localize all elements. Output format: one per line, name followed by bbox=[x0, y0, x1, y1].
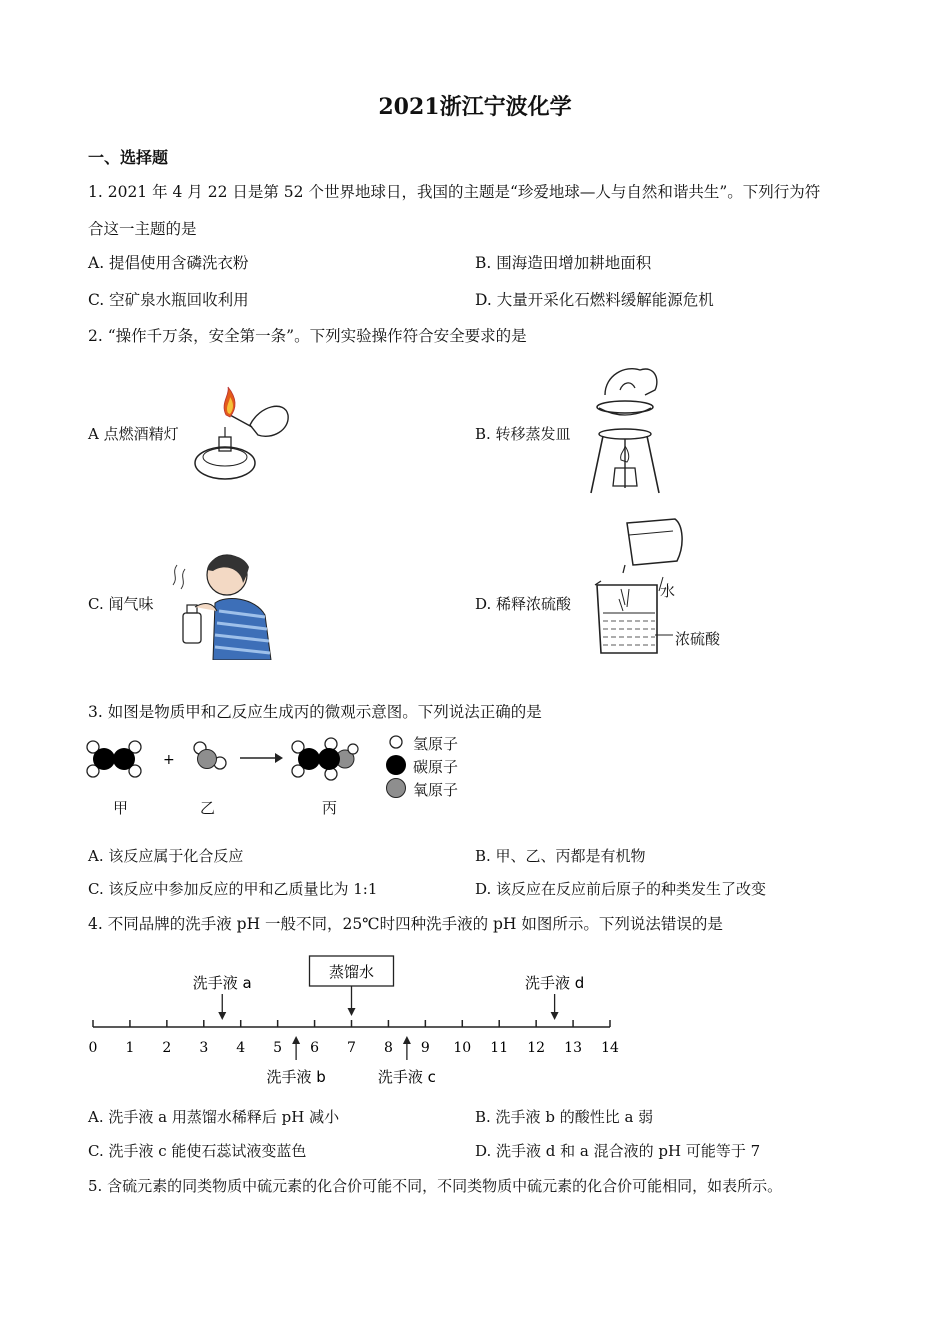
ph-tick-label-14: 14 bbox=[601, 1040, 619, 1056]
ph-marker-arrowhead-2 bbox=[551, 1012, 559, 1020]
q1-option-a: A. 提倡使用含磷洗衣粉 bbox=[88, 254, 249, 272]
water-label: 水 bbox=[660, 582, 676, 600]
q3-stem: 3. 如图是物质甲和乙反应生成丙的微观示意图。下列说法正确的是 bbox=[88, 703, 542, 721]
q1-stem-line1: 1. 2021 年 4 月 22 日是第 52 个世界地球日，我国的主题是“珍爱地球—人与自然和谐共生”。下列行为符 bbox=[88, 183, 821, 201]
ph-marker-label-0: 洗手液 a bbox=[192, 974, 252, 992]
ph-tick-label-3: 3 bbox=[199, 1040, 209, 1056]
ph-tick-label-6: 6 bbox=[310, 1040, 320, 1056]
q3-option-c: C. 该反应中参加反应的甲和乙质量比为 1:1 bbox=[88, 880, 378, 898]
smelling-gas-illustration bbox=[165, 545, 275, 660]
species-bing: 丙 bbox=[322, 799, 338, 817]
ph-marker-label-2: 洗手液 d bbox=[524, 974, 585, 992]
q3-option-b: B. 甲、乙、丙都是有机物 bbox=[475, 847, 646, 865]
reaction-molecule-diagram bbox=[85, 735, 385, 790]
ph-tick-label-11: 11 bbox=[490, 1040, 509, 1056]
species-jia: 甲 bbox=[113, 799, 129, 817]
ph-tick-label-12: 12 bbox=[527, 1040, 546, 1056]
q1-stem-line2: 合这一主题的是 bbox=[88, 220, 197, 238]
ph-marker-label-4: 洗手液 c bbox=[377, 1068, 436, 1086]
ph-tick-label-8: 8 bbox=[383, 1040, 393, 1056]
q3-option-a: A. 该反应属于化合反应 bbox=[88, 847, 244, 865]
legend-oxygen: 氧原子 bbox=[413, 781, 459, 799]
ph-marker-arrowhead-0 bbox=[218, 1012, 226, 1020]
ph-tick-label-7: 7 bbox=[347, 1040, 356, 1056]
q5-stem: 5. 含硫元素的同类物质中硫元素的化合价可能不同，不同类物质中硫元素的化合价可能相同，如表所示。 bbox=[88, 1177, 783, 1195]
legend-hydrogen: 氢原子 bbox=[413, 735, 459, 753]
section-heading: 一、选择题 bbox=[88, 148, 169, 167]
q4-stem: 4. 不同品牌的洗手液 pH 一般不同，25℃时四种洗手液的 pH 如图所示。下列说法错误的是 bbox=[88, 915, 723, 933]
ph-tick-label-2: 2 bbox=[162, 1040, 172, 1056]
q2-option-d: D. 稀释浓硫酸 bbox=[475, 595, 572, 613]
ph-marker-label-3: 洗手液 b bbox=[266, 1068, 326, 1086]
ph-tick-label-13: 13 bbox=[564, 1040, 582, 1056]
ph-tick-label-9: 9 bbox=[420, 1040, 430, 1056]
q2-option-b: B. 转移蒸发皿 bbox=[475, 425, 571, 443]
ph-marker-arrowhead-1 bbox=[348, 1008, 356, 1016]
sulfuric-acid-label: 浓硫酸 bbox=[675, 630, 721, 648]
q1-option-c: C. 空矿泉水瓶回收利用 bbox=[88, 291, 249, 309]
atom-legend-icons bbox=[384, 733, 408, 801]
ph-number-line bbox=[0, 950, 950, 1095]
plus-sign: + bbox=[163, 752, 175, 768]
species-yi: 乙 bbox=[200, 799, 216, 817]
q1-option-d: D. 大量开采化石燃料缓解能源危机 bbox=[475, 291, 714, 309]
legend-carbon: 碳原子 bbox=[413, 758, 459, 776]
ph-tick-label-4: 4 bbox=[236, 1040, 246, 1056]
q3-option-d: D. 该反应在反应前后原子的种类发生了改变 bbox=[475, 880, 767, 898]
ph-tick-label-1: 1 bbox=[125, 1040, 135, 1056]
q4-option-d: D. 洗手液 d 和 a 混合液的 pH 可能等于 7 bbox=[475, 1142, 761, 1160]
q2-option-c: C. 闻气味 bbox=[88, 595, 154, 613]
q1-option-b: B. 围海造田增加耕地面积 bbox=[475, 254, 652, 272]
ph-marker-arrowhead-3 bbox=[292, 1036, 300, 1044]
ph-marker-arrowhead-4 bbox=[403, 1036, 411, 1044]
q4-option-a: A. 洗手液 a 用蒸馏水稀释后 pH 减小 bbox=[88, 1108, 340, 1126]
evaporating-dish-illustration bbox=[585, 360, 665, 495]
page-title: 2021浙江宁波化学 bbox=[378, 94, 572, 120]
ph-tick-label-5: 5 bbox=[273, 1040, 283, 1056]
q2-option-a: A 点燃酒精灯 bbox=[88, 425, 179, 443]
ph-tick-label-10: 10 bbox=[453, 1040, 472, 1056]
q4-option-c: C. 洗手液 c 能使石蕊试液变蓝色 bbox=[88, 1142, 307, 1160]
alcohol-lamp-illustration bbox=[190, 385, 300, 490]
q4-option-b: B. 洗手液 b 的酸性比 a 弱 bbox=[475, 1108, 654, 1126]
q2-stem: 2. “操作千万条，安全第一条”。下列实验操作符合安全要求的是 bbox=[88, 327, 527, 345]
ph-tick-label-0: 0 bbox=[88, 1040, 98, 1056]
ph-marker-label-1: 蒸馏水 bbox=[328, 963, 375, 981]
